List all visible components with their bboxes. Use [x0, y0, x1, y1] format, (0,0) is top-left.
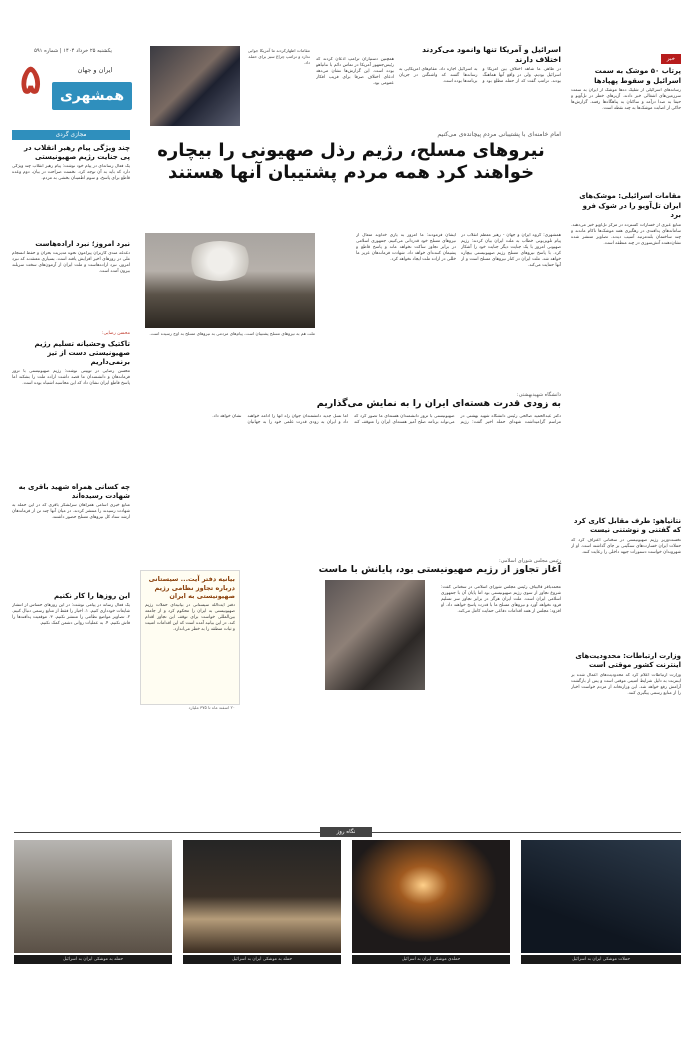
- left-item-4-body: منابع خبری اسامی همراهان سرلشکر باقری که در این حمله به شهادت رسیدند را منتشر کردند. در میان آنها چند تن از فرماندهان ارشد ستاد کل نیروهای مسلح حضور داشتند.: [12, 503, 130, 521]
- smoke-shape: [185, 241, 255, 281]
- qalibaf-kicker: رئیس مجلس شورای اسلامی:: [499, 558, 561, 564]
- left-item-1-body: یک فعال رسانه‌ای در پیام خود نوشت: پیام رهبر انقلاب چند ویژگی دارد که باید به آن توجه کرد. نخست صراحت در بیان، دوم وعده قاطع برای پاسخ، و سوم اطمینان بخشی به مردم.: [12, 164, 130, 182]
- strip-caption-3: حمله‌ی موشکی ایران به اسرائیل: [352, 955, 510, 964]
- left-column-band: مجازی گردی: [12, 130, 130, 140]
- left-item-3-title: تاکتیک وحشیانه تسلیم رژیم صهیونیستی دست از تیز برنمی‌داریم: [34, 340, 130, 366]
- left-item-4-title: چه کسانی همراه شهید باقری به شهادت رسیده‌اند: [18, 483, 130, 500]
- top-story-1-title: اسرائیل و آمریکا تنها وانمود می‌کردند اختلاف دارند: [422, 45, 561, 64]
- right-item-4-title: وزارت ارتباطات: محدودیت‌های اینترنت کشور موقتی است: [575, 651, 681, 669]
- qalibaf-headline: آغاز تجاوز از رژیم صهیونیستی بود، پایانش با ماست: [318, 564, 561, 575]
- strip-caption-1: حمله به موشکی ایران به اسرائیل: [14, 955, 172, 964]
- sistani-footer: ۲۰ اسفند ماه تا ۳۷۵ ملیارد: [188, 704, 235, 710]
- strip-photo-3: [352, 840, 510, 953]
- top-story-1-body: در ظاهر، ما شاهد اختلاف بین آمریکا و اسرائیل بودیم، ولی در واقع آنها هماهنگ بودند. ترامپ گفت که از حمله مطلع بود و به اسرائیل اجازه داد. مقام‌های آمریکایی به رسانه‌ها گفتند که واشنگتن در جریان برنامه‌ها بوده است.: [399, 67, 561, 85]
- left-item-1: [12, 144, 130, 236]
- sistani-title: بیانیه دفتر آیت‌... سیستانی درباره تجاوز نظامی رژیم صهیونیستی به ایران: [148, 575, 235, 600]
- main-col-1: [461, 233, 561, 398]
- left-column: [12, 130, 130, 753]
- strip-photo-1: [14, 840, 172, 953]
- right-item-1-body: رسانه‌های اسرائیلی از شلیک ده‌ها موشک از ایران به سمت سرزمین‌های اشغالی خبر دادند. آژیرهای خطر در تل‌آویو و حیفا به صدا درآمد و ساکنان به پناهگاه‌ها رفتند. گزارش‌ها حاکی از اصابت موشک‌ها به چند نقطه است.: [571, 88, 681, 112]
- city-strike-photo: [145, 233, 315, 336]
- left-item-5-title: این روزها را کار نکنیم: [53, 592, 130, 600]
- top-story-2-body: همچنین دستیاران ترامپ اذعان کردند که رئیس‌جمهور آمریکا در تماس دائم با نتانیاهو بوده است. این گزارش‌ها نشان می‌دهد ادعای اختلاف صرفا برای فریب افکار عمومی بود.: [316, 57, 394, 87]
- section-label: ایران و جهان: [77, 66, 113, 74]
- left-item-3-author: محسن رضایی:: [101, 331, 130, 336]
- left-item-5: [12, 592, 130, 753]
- trump-photo-caption: مقامات اظهارکردند ما آمریکا جوابی ندارد و ترامپ چراغ سبز برای حمله داد.: [247, 48, 310, 65]
- left-item-2-body: دغدغه مندی کاربران پیرامون نحوه مدیریت بحران و حفظ انسجام ملی در روزهای اخیر افزایش یافته است. بسیاری معتقدند که نبرد امروز، نبرد اراده‌هاست و ملت ایران از آزمون‌های سخت سربلند بیرون آمده است.: [12, 251, 130, 275]
- top-story-1: [399, 45, 561, 125]
- right-item-2-title: مقامات اسرائیلی: موشک‌های ایران تل‌آویو را در شوک فرو برد: [579, 192, 681, 219]
- main-col-2-text: ایشان فرمودند: ما امروز به یاری خداوند متعال از نیروهای مسلح خود قدردانی می‌کنیم. جمهوری اسلامی در برابر تجاوز ساکت نخواهد ماند و پاسخ قاطع و پشیمان کننده‌ای خواهد داد. شهادت فرماندهان عزیز ما خللی در اراده ملت ایجاد نخواهد کرد.: [356, 233, 456, 263]
- main-kicker: امام خامنه‌ای با پشتیبانی مردم پیچانده‌ی می‌کنیم: [437, 131, 561, 138]
- qalibaf-body: محمدباقر قالیباف رئیس مجلس شورای اسلامی در سخنانی گفت: شروع تجاوز از سوی رژیم صهیونیستی بود اما پایان آن با جمهوری اسلامی ایران است. ملت ایران هرگز در برابر تجاوز سر تسلیم فرود نخواهد آورد و نیروهای مسلح ما با قدرت پاسخ خواهند داد. او افزود: مجلس از همه اقدامات دفاعی حمایت کامل می‌کند.: [441, 585, 561, 615]
- strip-caption-4: حملات موشکی ایران به اسرائیل: [521, 955, 681, 964]
- right-item-2: [571, 192, 681, 513]
- sistani-body: دفتر آیت‌الله سیستانی در بیانیه‌ای حملات رژیم صهیونیستی به ایران را محکوم کرد و از جامعه بین‌المللی خواست برای توقف این تجاوز اقدام کند. در این بیانیه آمده است که این اقدامات امنیت و ثبات منطقه را به خطر می‌اندازد.: [145, 602, 235, 632]
- left-item-2: [12, 240, 130, 331]
- trump-netanyahu-photo: [150, 46, 310, 126]
- picture-strip-label: نگاه روز: [320, 827, 372, 837]
- sistani-statement-box: [140, 570, 240, 710]
- right-column: [571, 45, 681, 773]
- right-item-3-title: نتانیاهو: طرف مقابل کاری کرد که گفتنی و نوشتنی نیست: [573, 516, 681, 534]
- right-item-1-title: پرتاب ۵۰ موشک به سمت اسرائیل و سقوط پهپادها: [594, 67, 681, 85]
- main-col-1-text: همشهری: گروه ایران و جهان - رهبر معظم انقلاب در پیام تلویزیونی خطاب به ملت ایران بیان کردند: رژیم صهیونی امروز با یک جنایت دیگر جنایت خود را آشکار کرد. با پاسخ نیروهای مسلح رژیم صهیونیستی بیچاره خواهد شد. ملت ایران در کنار نیروهای مسلح است و از آنها حمایت می‌کند.: [461, 233, 561, 269]
- top-story-2: [316, 57, 394, 125]
- strip-photo-2: [183, 840, 341, 953]
- right-item-2-body: منابع عبری از خسارات گسترده در مرکز تل‌آویو خبر می‌دهند. سامانه‌های پدافندی در رهگیری همه موشک‌ها ناکام ماندند و چند ساختمان بلندمرتبه آسیب دیدند. تصاویر منتشر شده نشان‌دهنده آتش‌سوزی در چند منطقه است.: [571, 222, 681, 246]
- left-item-1-title: چند ویژگی پیام رهبر انقلاب در پی جنایت رژیم صهیونیستی: [24, 144, 130, 161]
- city-photo-caption: ملت هم به نیروهای مسلح پشتیبان است. پیام‌های مردمی به نیروهای مسلح به اوج رسیده است.: [149, 331, 315, 336]
- news-tag: خبر: [661, 54, 681, 64]
- university-story: [141, 392, 561, 564]
- main-col-2: [356, 233, 456, 398]
- university-headline: به زودی قدرت هسته‌ای ایران را به نمایش می‌گذاریم: [316, 398, 561, 409]
- strip-caption-2: حمله به موشکی ایران به اسرائیل: [183, 955, 341, 964]
- left-item-5-body: یک فعال رسانه در پیامی نوشت: در این روزهای حساس از انتشار شایعات خودداری کنیم. ۱. اخبار را فقط از منابع رسمی دنبال کنیم. ۲. تصاویر مواضع نظامی را منتشر نکنیم. ۳. موقعیت پدافندها را فاش نکنیم. ۴. به عملیات روانی دشمن کمک نکنیم.: [12, 603, 130, 627]
- left-item-4: [12, 483, 130, 588]
- qalibaf-photo: [325, 580, 425, 690]
- right-item-3-body: نخست‌وزیر رژیم صهیونیستی در سخنانی اعتراف کرد که حملات ایران خسارت‌های سنگینی بر جای گذاشته است. او از شهروندان خواست دستورات جبهه داخلی را رعایت کنند.: [571, 537, 681, 555]
- strip-photo-4: [521, 840, 681, 953]
- qalibaf-col-1: [441, 585, 561, 815]
- university-kicker: دانشگاه شهیدبهشتی:: [516, 392, 561, 398]
- university-body: دکتر عبدالحمید صالحی رئیس دانشگاه شهید بهشتی در مراسم گرامیداشت شهدای حمله اخیر گفت: رژیم صهیونیستی با ترور دانشمندان هسته‌ای ما تصور کرد که می‌تواند برنامه صلح آمیز هسته‌ای ایران را متوقف کند اما نسل جدید دانشمندان جوان راه آنها را ادامه خواهند داد و ایران به زودی قدرت علمی خود را به جهانیان نشان خواهد داد.: [212, 414, 561, 426]
- newspaper-logo: همشهری: [52, 82, 132, 110]
- issue-line: یکشنبه ۲۵ خرداد ۱۴۰۴ | شماره ۵۹۱: [34, 48, 112, 54]
- main-headline: نیروهای مسلح، رژیم رذل صهیونی را بیچاره خواهند کرد همه مردم پشتیبان آنها هستند: [157, 140, 545, 183]
- right-item-3: [571, 517, 681, 648]
- left-item-3-body: محسن رضایی در توییتی نوشت: رژیم صهیونیستی با ترور فرماندهان و دانشمندان ما قصد داشت اراده ملت را بشکند اما پاسخ قاطع ایران نشان داد که این محاسبه اشتباه بوده است.: [12, 369, 130, 387]
- right-item-4-body: وزارت ارتباطات اعلام کرد که محدودیت‌های اعمال شده بر اینترنت به دلیل شرایط امنیتی موقتی است و پس از بازگشت آرامش رفع خواهد شد. این وزارتخانه از مردم خواست اخبار را از منابع رسمی پیگیری کنند.: [571, 672, 681, 696]
- right-item-1: [571, 67, 681, 188]
- left-item-3: [12, 331, 130, 479]
- right-item-4: [571, 652, 681, 773]
- page-number: ۵: [20, 56, 42, 103]
- left-item-2-title: نبرد امروز؛ نبرد اراده‌هاست: [35, 240, 130, 248]
